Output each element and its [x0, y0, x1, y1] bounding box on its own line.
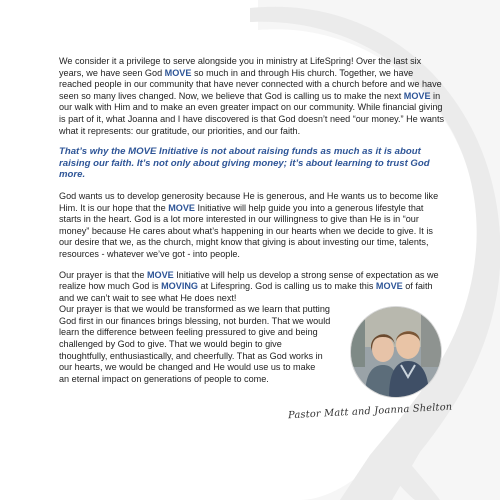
text: Our prayer is that the — [59, 269, 147, 280]
move-highlight: MOVE — [403, 90, 431, 101]
text: at Lifespring. God is calling us to make this — [198, 281, 376, 292]
paragraph-generosity — [59, 191, 447, 261]
text: so much in and through His church. Together, we have reached people in our community that have never connected with a church before and we have seen so many lives changed. Now, we believe that God is calling us to make the next — [59, 67, 442, 101]
callout-statement: That’s why the MOVE Initiative is not about raising funds as much as it is about raising our faith. It’s not only about giving money; it’s about learning to trust God more. — [59, 146, 430, 181]
pastor-photo-frame — [325, 304, 447, 414]
move-highlight: MOVE — [168, 202, 195, 213]
move-highlight: MOVE — [375, 281, 403, 292]
moving-highlight: MOVING — [161, 281, 198, 292]
text: Our prayer is that we would be transformed as we learn that putting God first in our finances brings blessing, not burden. That we would learn the difference between feeling pressured to give and being challenged by God to give. That we would begin to give thoughtfully, enthusiastically, and cheerfully. That as God works in our hearts, we would be changed and He would use us to make an eternal impact on generations of people to come. — [59, 304, 331, 384]
text: God wants us to develop generosity because He is generous, and He wants us to become like Him. It is our hope that the — [59, 190, 439, 213]
text: Initiative will help us develop a strong sense of expectation as we realize how much God is — [59, 269, 439, 292]
text: in our walk with Him and to make an even greater impact on our community. While financial giving is part of it, what Joanna and I have discovered is that God doesn’t need “our money.” He wants what it represents: our gratitude, our priorities, and our faith. — [59, 90, 445, 136]
move-highlight: MOVE — [146, 269, 174, 280]
pastor-couple-photo — [351, 307, 441, 397]
text: We consider it a privilege to serve alongside you in ministry at LifeSpring! Over the last six years, we have seen God — [59, 56, 422, 78]
move-highlight: MOVE — [164, 67, 192, 78]
pastor-signature: Pastor Matt and Joanna Shelton — [287, 401, 453, 422]
paragraph-prayer — [59, 270, 447, 386]
text: Initiative will help guide you into a generous lifestyle that starts in the heart. God is a lot more interested in our willingness to give than He is in “our money” because He cares about what’s happening in our hearts when we decide to give. It is our desire that we, as the church, might know that giving is about investing our time, talents, resources - whatever we’ve got - into people. — [59, 202, 433, 259]
text: of faith and we can’t wait to see what He does next! — [59, 281, 433, 303]
letter-body — [59, 56, 447, 414]
paragraph-intro — [59, 56, 447, 137]
